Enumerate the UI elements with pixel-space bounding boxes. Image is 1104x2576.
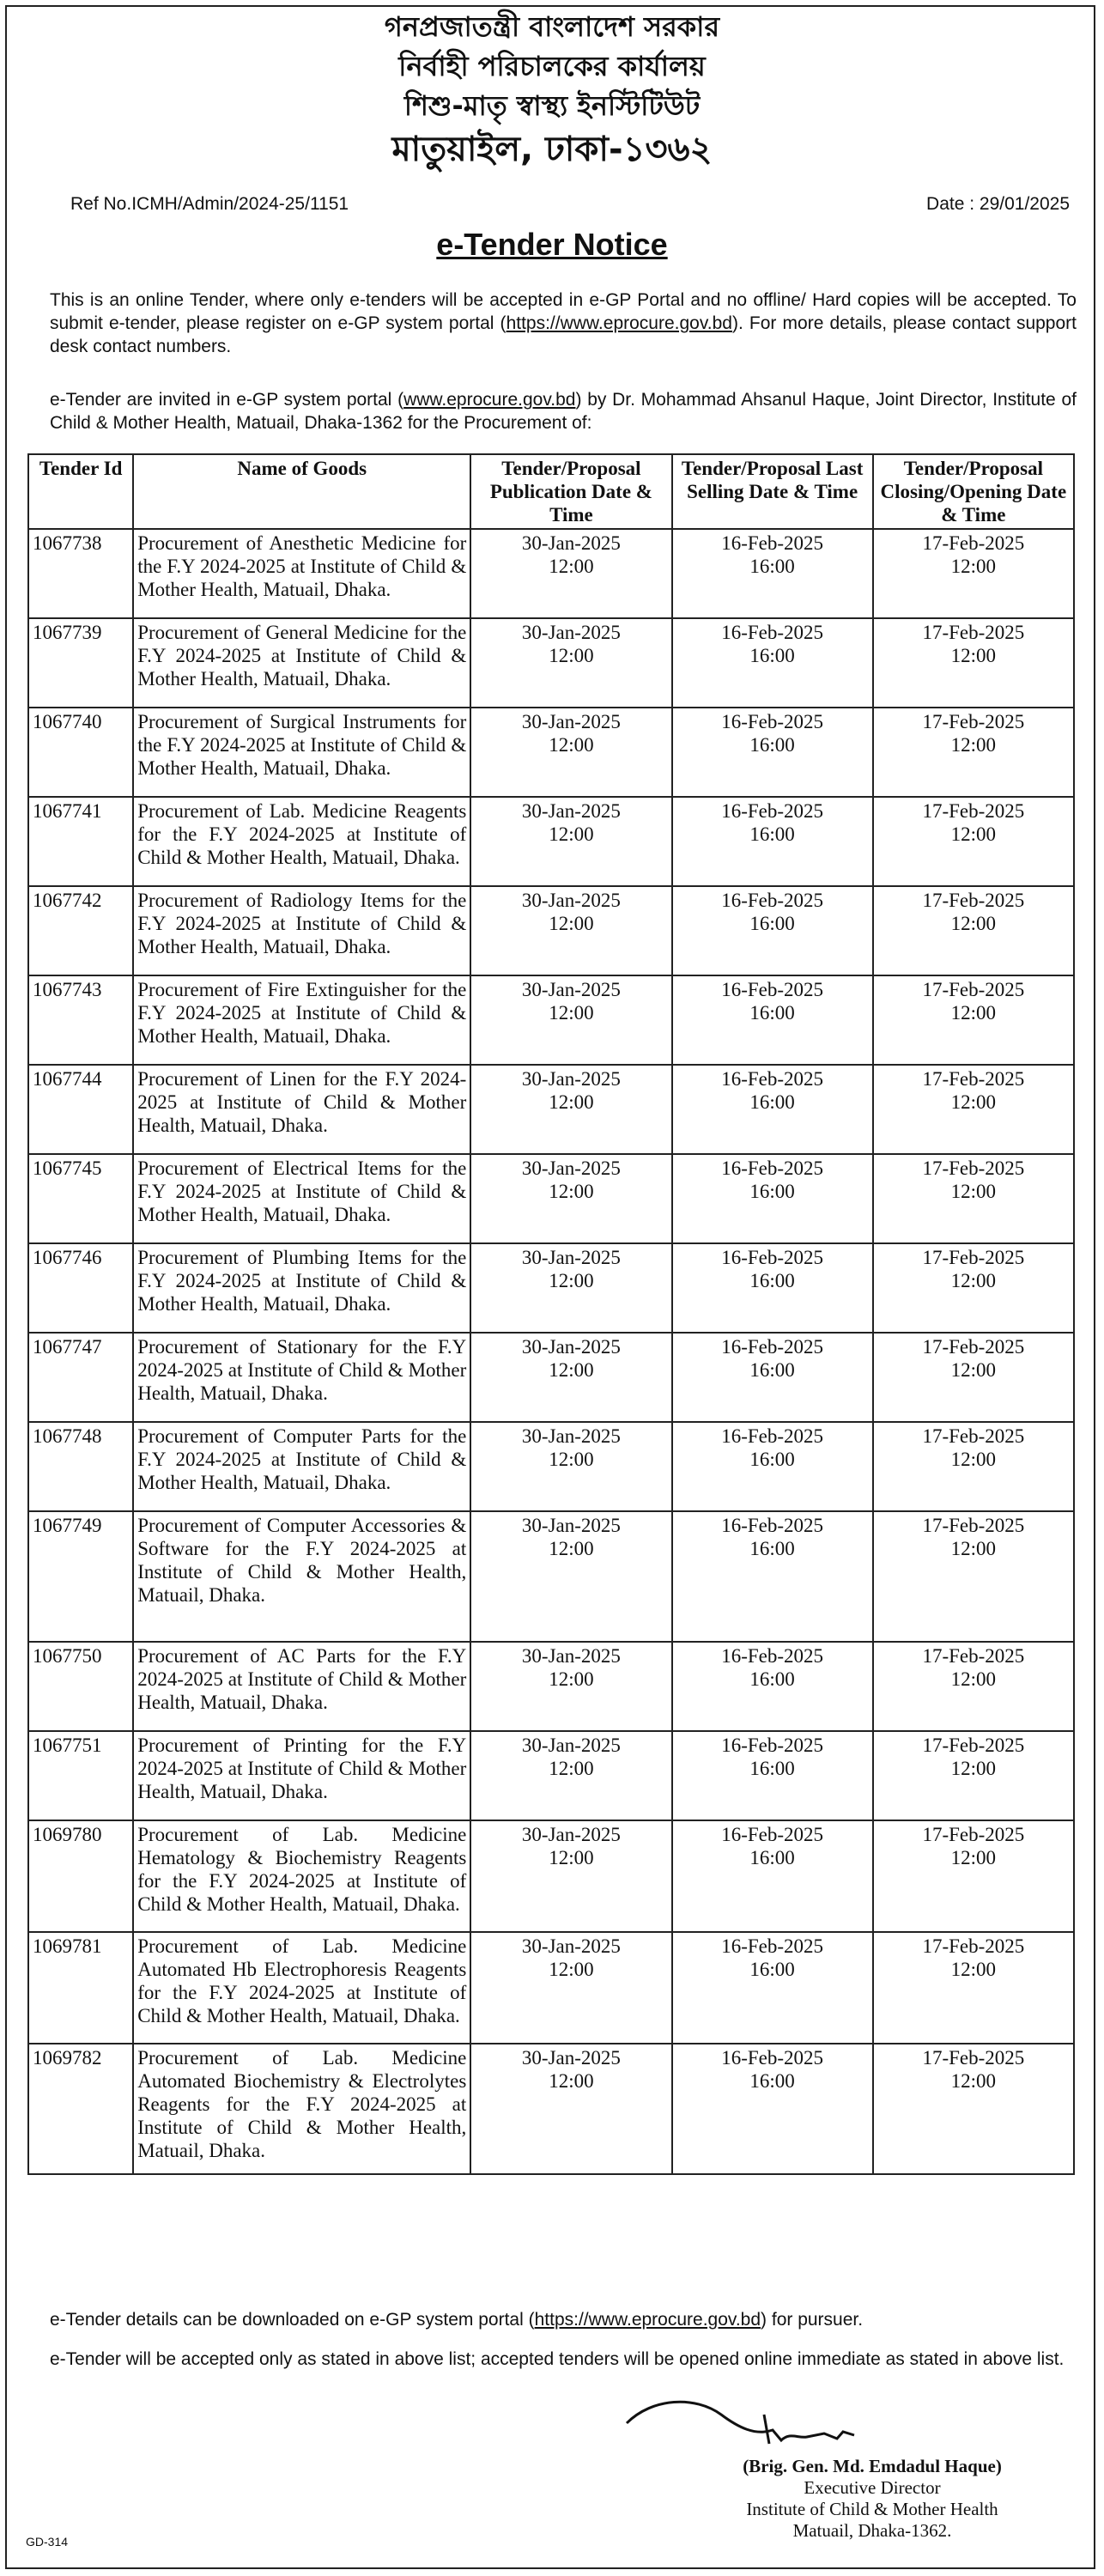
goods-name-cell	[133, 1731, 470, 1820]
cell-close-date: 17-Feb-2025	[922, 622, 1025, 643]
publication-date-cell	[470, 1820, 671, 1932]
signature-scribble	[618, 2389, 901, 2458]
closing-date-cell	[873, 1422, 1074, 1511]
closing-date-cell	[873, 1731, 1074, 1820]
cell-pub-time: 12:00	[549, 1449, 594, 1470]
last-selling-date-cell	[672, 1932, 873, 2044]
cell-goods: Procurement of Lab. Medicine Automated Hb Electrophoresis Reagents for the F.Y 2024-2025 at Institute of Child & Mother Health, Matuail, Dhaka.	[137, 1935, 467, 2026]
eprocure-link-2[interactable]: www.eprocure.gov.bd	[403, 390, 576, 410]
cell-pub-date: 30-Jan-2025	[521, 1645, 621, 1667]
publication-date-cell	[470, 2044, 671, 2174]
publication-date-cell	[470, 1065, 671, 1154]
cell-goods: Procurement of Anesthetic Medicine for the F.Y 2024-2025 at Institute of Child & Mother Health, Matuail, Dhaka.	[137, 532, 467, 600]
cell-goods: Procurement of Lab. Medicine Reagents for the F.Y 2024-2025 at Institute of Child & Mother Health, Matuail, Dhaka.	[137, 800, 467, 868]
publication-date-cell	[470, 618, 671, 708]
cell-goods: Procurement of Fire Extinguisher for the F.Y 2024-2025 at Institute of Child & Mother Health, Matuail, Dhaka.	[137, 979, 467, 1047]
signatory-name: (Brig. Gen. Md. Emdadul Haque)	[743, 2456, 1002, 2476]
cell-pub-time: 12:00	[549, 1959, 594, 1980]
tender-table	[27, 453, 1075, 2175]
goods-name-cell	[133, 1333, 470, 1422]
cell-close-time: 12:00	[950, 2070, 997, 2092]
cell-close-date: 17-Feb-2025	[922, 1247, 1025, 1268]
cell-pub-date: 30-Jan-2025	[521, 532, 621, 554]
cell-sell-date: 16-Feb-2025	[721, 1645, 824, 1667]
cell-close-date: 17-Feb-2025	[922, 711, 1025, 732]
cell-close-time: 12:00	[950, 1359, 997, 1381]
goods-name-cell	[133, 1065, 470, 1154]
table-row	[28, 2044, 1074, 2174]
closing-date-cell	[873, 529, 1074, 618]
goods-name-cell	[133, 1511, 470, 1642]
cell-sell-date: 16-Feb-2025	[721, 1515, 824, 1536]
table-row	[28, 708, 1074, 797]
last-selling-date-cell	[672, 529, 873, 618]
cell-close-date: 17-Feb-2025	[922, 1645, 1025, 1667]
tender-id-cell	[28, 1333, 133, 1422]
table-row	[28, 1731, 1074, 1820]
cell-id: 1067740	[33, 711, 102, 732]
download-paragraph	[50, 2308, 1077, 2331]
cell-pub-date: 30-Jan-2025	[521, 2047, 621, 2069]
table-row	[28, 1154, 1074, 1243]
tender-id-cell	[28, 1511, 133, 1642]
signature-block	[692, 2456, 1052, 2542]
tender-id-cell	[28, 886, 133, 975]
eprocure-link[interactable]: https://www.eprocure.gov.bd	[506, 313, 732, 333]
cell-sell-time: 16:00	[749, 1847, 795, 1868]
header-line-address: মাতুয়াইল, ঢাকা-১৩৬২	[391, 130, 713, 169]
publication-date-cell	[470, 1243, 671, 1333]
tender-id-cell	[28, 2044, 133, 2174]
cell-pub-time: 12:00	[549, 1847, 594, 1868]
closing-date-cell	[873, 1065, 1074, 1154]
table-row	[28, 1333, 1074, 1422]
cell-sell-time: 16:00	[749, 1538, 795, 1559]
cell-pub-date: 30-Jan-2025	[521, 1157, 621, 1179]
signatory-title: Executive Director	[804, 2477, 941, 2498]
tender-id-cell	[28, 1422, 133, 1511]
last-selling-date-cell	[672, 1154, 873, 1243]
cell-close-date: 17-Feb-2025	[922, 2047, 1025, 2069]
notice-title: e-Tender Notice	[436, 227, 668, 262]
goods-name-cell	[133, 797, 470, 886]
last-selling-date-cell	[672, 886, 873, 975]
cell-close-date: 17-Feb-2025	[922, 1157, 1025, 1179]
goods-name-cell	[133, 1932, 470, 2044]
table-row	[28, 1243, 1074, 1333]
cell-goods: Procurement of Electrical Items for the F.Y 2024-2025 at Institute of Child & Mother Health, Matuail, Dhaka.	[137, 1157, 467, 1225]
last-selling-date-cell	[672, 2044, 873, 2174]
cell-id: 1067741	[33, 800, 102, 822]
tender-id-cell	[28, 1642, 133, 1731]
cell-goods: Procurement of Linen for the F.Y 2024-2025 at Institute of Child & Mother Health, Matuail, Dhaka.	[137, 1068, 467, 1136]
goods-name-cell	[133, 1154, 470, 1243]
cell-pub-time: 12:00	[549, 556, 594, 577]
cell-sell-date: 16-Feb-2025	[721, 800, 824, 822]
closing-date-cell	[873, 797, 1074, 886]
cell-id: 1067739	[33, 622, 102, 643]
table-row	[28, 1511, 1074, 1642]
cell-sell-time: 16:00	[749, 1758, 795, 1779]
invitation-paragraph	[50, 388, 1077, 434]
cell-close-time: 12:00	[950, 645, 997, 666]
cell-pub-time: 12:00	[549, 1270, 594, 1291]
header-last-selling-date: Tender/Proposal Last Selling Date & Time	[672, 454, 873, 529]
cell-sell-date: 16-Feb-2025	[721, 1068, 824, 1090]
cell-goods: Procurement of Plumbing Items for the F.Y 2024-2025 at Institute of Child & Mother Health, Matuail, Dhaka.	[137, 1247, 467, 1315]
tender-id-cell	[28, 618, 133, 708]
cell-pub-date: 30-Jan-2025	[521, 1935, 621, 1957]
cell-pub-time: 12:00	[549, 823, 594, 845]
cell-sell-date: 16-Feb-2025	[721, 1247, 824, 1268]
cell-id: 1067744	[33, 1068, 102, 1090]
cell-id: 1067738	[33, 532, 102, 554]
cell-close-date: 17-Feb-2025	[922, 1935, 1025, 1957]
cell-id: 1067745	[33, 1157, 102, 1179]
cell-sell-time: 16:00	[749, 556, 795, 577]
tender-id-cell	[28, 1932, 133, 2044]
cell-close-date: 17-Feb-2025	[922, 1425, 1025, 1447]
cell-pub-time: 12:00	[549, 2070, 594, 2092]
goods-name-cell	[133, 975, 470, 1065]
cell-id: 1067747	[33, 1336, 102, 1358]
header-tender-id: Tender Id	[28, 454, 133, 529]
cell-pub-date: 30-Jan-2025	[521, 711, 621, 732]
cell-id: 1067742	[33, 890, 102, 911]
last-selling-date-cell	[672, 1820, 873, 1932]
cell-close-date: 17-Feb-2025	[922, 979, 1025, 1000]
cell-sell-time: 16:00	[749, 645, 795, 666]
publication-date-cell	[470, 1333, 671, 1422]
cell-close-date: 17-Feb-2025	[922, 1824, 1025, 1845]
acceptance-paragraph: e-Tender will be accepted only as stated in above list; accepted tenders will be opened online immediate as stated in above list.	[50, 2349, 1065, 2369]
cell-pub-time: 12:00	[549, 1359, 594, 1381]
cell-id: 1067751	[33, 1735, 102, 1756]
cell-close-date: 17-Feb-2025	[922, 532, 1025, 554]
last-selling-date-cell	[672, 975, 873, 1065]
cell-pub-time: 12:00	[549, 1181, 594, 1202]
cell-sell-date: 16-Feb-2025	[721, 1824, 824, 1845]
cell-close-time: 12:00	[950, 1449, 997, 1470]
cell-pub-date: 30-Jan-2025	[521, 979, 621, 1000]
goods-name-cell	[133, 1820, 470, 1932]
cell-sell-date: 16-Feb-2025	[721, 1336, 824, 1358]
cell-close-time: 12:00	[950, 734, 997, 756]
last-selling-date-cell	[672, 797, 873, 886]
last-selling-date-cell	[672, 1511, 873, 1642]
download-text-end: ) for pursuer.	[761, 2310, 864, 2330]
gd-code: GD-314	[26, 2535, 69, 2549]
cell-sell-date: 16-Feb-2025	[721, 1735, 824, 1756]
table-row	[28, 886, 1074, 975]
goods-name-cell	[133, 2044, 470, 2174]
cell-sell-date: 16-Feb-2025	[721, 1157, 824, 1179]
cell-sell-time: 16:00	[749, 734, 795, 756]
goods-name-cell	[133, 708, 470, 797]
cell-close-time: 12:00	[950, 556, 997, 577]
last-selling-date-cell	[672, 618, 873, 708]
cell-close-date: 17-Feb-2025	[922, 890, 1025, 911]
cell-sell-date: 16-Feb-2025	[721, 711, 824, 732]
tender-id-cell	[28, 797, 133, 886]
closing-date-cell	[873, 1154, 1074, 1243]
cell-goods: Procurement of Lab. Medicine Automated Biochemistry & Electrolytes Reagents for the F.Y 2024-2025 at Institute of Child & Mother Health, Matuail, Dhaka.	[137, 2047, 467, 2161]
cell-pub-time: 12:00	[549, 1758, 594, 1779]
cell-sell-time: 16:00	[749, 1270, 795, 1291]
tender-id-cell	[28, 1731, 133, 1820]
cell-id: 1067746	[33, 1247, 102, 1268]
cell-pub-time: 12:00	[549, 913, 594, 934]
cell-close-date: 17-Feb-2025	[922, 1515, 1025, 1536]
publication-date-cell	[470, 886, 671, 975]
closing-date-cell	[873, 2044, 1074, 2174]
cell-goods: Procurement of Stationary for the F.Y 2024-2025 at Institute of Child & Mother Health, Matuail, Dhaka.	[137, 1336, 467, 1404]
closing-date-cell	[873, 618, 1074, 708]
cell-goods: Procurement of Surgical Instruments for the F.Y 2024-2025 at Institute of Child & Mother Health, Matuail, Dhaka.	[137, 711, 467, 779]
eprocure-link-3[interactable]: https://www.eprocure.gov.bd	[534, 2310, 761, 2330]
cell-close-time: 12:00	[950, 1758, 997, 1779]
publication-date-cell	[470, 797, 671, 886]
cell-close-time: 12:00	[950, 1181, 997, 1202]
cell-sell-time: 16:00	[749, 1091, 795, 1113]
header-line-government: গনপ্রজাতন্ত্রী বাংলাদেশ সরকার	[384, 10, 720, 43]
table-row	[28, 1065, 1074, 1154]
cell-pub-time: 12:00	[549, 734, 594, 756]
closing-date-cell	[873, 708, 1074, 797]
letterhead	[0, 7, 1104, 173]
closing-date-cell	[873, 1243, 1074, 1333]
cell-id: 1067749	[33, 1515, 102, 1536]
cell-sell-time: 16:00	[749, 913, 795, 934]
cell-pub-date: 30-Jan-2025	[521, 622, 621, 643]
cell-sell-time: 16:00	[749, 1002, 795, 1024]
cell-sell-time: 16:00	[749, 1449, 795, 1470]
cell-close-time: 12:00	[950, 1847, 997, 1868]
cell-id: 1069780	[33, 1824, 102, 1845]
tender-id-cell	[28, 1820, 133, 1932]
last-selling-date-cell	[672, 1065, 873, 1154]
cell-sell-date: 16-Feb-2025	[721, 1935, 824, 1957]
cell-close-time: 12:00	[950, 1959, 997, 1980]
publication-date-cell	[470, 708, 671, 797]
last-selling-date-cell	[672, 1731, 873, 1820]
table-row	[28, 975, 1074, 1065]
cell-close-date: 17-Feb-2025	[922, 1336, 1025, 1358]
cell-goods: Procurement of Computer Parts for the F.Y 2024-2025 at Institute of Child & Mother Health, Matuail, Dhaka.	[137, 1425, 467, 1493]
cell-goods: Procurement of Lab. Medicine Hematology & Biochemistry Reagents for the F.Y 2024-2025 at Institute of Child & Mother Health, Matuail, Dhaka.	[137, 1824, 467, 1915]
cell-sell-time: 16:00	[749, 1181, 795, 1202]
tender-id-cell	[28, 1154, 133, 1243]
cell-close-time: 12:00	[950, 1668, 997, 1690]
publication-date-cell	[470, 1932, 671, 2044]
cell-close-time: 12:00	[950, 913, 997, 934]
table-header-row	[28, 454, 1074, 529]
table-row	[28, 1422, 1074, 1511]
cell-goods: Procurement of Printing for the F.Y 2024-2025 at Institute of Child & Mother Health, Matuail, Dhaka.	[137, 1735, 467, 1802]
last-selling-date-cell	[672, 708, 873, 797]
intro-text-end: ). For more details, please contact support desk contact numbers.	[50, 313, 1077, 356]
cell-pub-date: 30-Jan-2025	[521, 1425, 621, 1447]
cell-goods: Procurement of AC Parts for the F.Y 2024-2025 at Institute of Child & Mother Health, Matuail, Dhaka.	[137, 1645, 467, 1713]
cell-close-time: 12:00	[950, 1091, 997, 1113]
invite-text-end: ) by Dr. Mohammad Ahsanul Haque, Joint Director, Institute of Child & Mother Health, Matuail, Dhaka-1362 for the Procurement of:	[50, 390, 1077, 433]
intro-text: This is an online Tender, where only e-tenders will be accepted in e-GP Portal and no offline/ Hard copies will be accepted. To submit e-tender, please register on e-GP system portal (	[50, 290, 1077, 333]
last-selling-date-cell	[672, 1642, 873, 1731]
cell-pub-date: 30-Jan-2025	[521, 1735, 621, 1756]
signatory-address: Matuail, Dhaka-1362.	[792, 2520, 952, 2541]
cell-id: 1067750	[33, 1645, 102, 1667]
cell-goods: Procurement of Radiology Items for the F.Y 2024-2025 at Institute of Child & Mother Health, Matuail, Dhaka.	[137, 890, 467, 957]
cell-close-date: 17-Feb-2025	[922, 800, 1025, 822]
header-name-of-goods: Name of Goods	[133, 454, 470, 529]
goods-name-cell	[133, 618, 470, 708]
goods-name-cell	[133, 1642, 470, 1731]
cell-pub-time: 12:00	[549, 1538, 594, 1559]
table-row	[28, 1932, 1074, 2044]
notice-date: Date : 29/01/2025	[926, 194, 1070, 214]
cell-close-date: 17-Feb-2025	[922, 1735, 1025, 1756]
cell-sell-date: 16-Feb-2025	[721, 1425, 824, 1447]
cell-sell-date: 16-Feb-2025	[721, 532, 824, 554]
goods-name-cell	[133, 1243, 470, 1333]
cell-id: 1067748	[33, 1425, 102, 1447]
publication-date-cell	[470, 1642, 671, 1731]
cell-goods: Procurement of General Medicine for the F.Y 2024-2025 at Institute of Child & Mother Health, Matuail, Dhaka.	[137, 622, 467, 690]
cell-close-time: 12:00	[950, 1002, 997, 1024]
cell-id: 1069781	[33, 1935, 102, 1957]
publication-date-cell	[470, 1511, 671, 1642]
goods-name-cell	[133, 529, 470, 618]
closing-date-cell	[873, 1820, 1074, 1932]
closing-date-cell	[873, 1642, 1074, 1731]
cell-sell-time: 16:00	[749, 823, 795, 845]
download-text: e-Tender details can be downloaded on e-GP system portal (	[50, 2310, 535, 2330]
cell-sell-date: 16-Feb-2025	[721, 979, 824, 1000]
cell-sell-time: 16:00	[749, 1359, 795, 1381]
reference-number: Ref No.ICMH/Admin/2024-25/1151	[70, 194, 349, 214]
closing-date-cell	[873, 975, 1074, 1065]
cell-close-date: 17-Feb-2025	[922, 1068, 1025, 1090]
table-row	[28, 797, 1074, 886]
closing-date-cell	[873, 886, 1074, 975]
table-row	[28, 1642, 1074, 1731]
invite-text: e-Tender are invited in e-GP system portal (	[50, 390, 404, 410]
tender-id-cell	[28, 1243, 133, 1333]
cell-pub-time: 12:00	[549, 645, 594, 666]
tender-id-cell	[28, 1065, 133, 1154]
tender-id-cell	[28, 708, 133, 797]
table-row	[28, 529, 1074, 618]
closing-date-cell	[873, 1333, 1074, 1422]
cell-sell-time: 16:00	[749, 1668, 795, 1690]
cell-pub-time: 12:00	[549, 1002, 594, 1024]
cell-close-time: 12:00	[950, 1270, 997, 1291]
cell-pub-date: 30-Jan-2025	[521, 1247, 621, 1268]
cell-pub-time: 12:00	[549, 1091, 594, 1113]
cell-sell-time: 16:00	[749, 2070, 795, 2092]
cell-sell-date: 16-Feb-2025	[721, 2047, 824, 2069]
cell-sell-date: 16-Feb-2025	[721, 890, 824, 911]
cell-pub-date: 30-Jan-2025	[521, 1515, 621, 1536]
cell-pub-date: 30-Jan-2025	[521, 800, 621, 822]
last-selling-date-cell	[672, 1243, 873, 1333]
cell-id: 1067743	[33, 979, 102, 1000]
closing-date-cell	[873, 1511, 1074, 1642]
intro-paragraph	[50, 289, 1077, 358]
cell-id: 1069782	[33, 2047, 102, 2069]
header-closing-opening-date: Tender/Proposal Closing/Opening Date & Time	[873, 454, 1074, 529]
publication-date-cell	[470, 1422, 671, 1511]
publication-date-cell	[470, 1731, 671, 1820]
publication-date-cell	[470, 975, 671, 1065]
closing-date-cell	[873, 1932, 1074, 2044]
header-line-institute: শিশু-মাতৃ স্বাস্থ্য ইনস্টিটিউট	[403, 89, 701, 122]
cell-close-time: 12:00	[950, 823, 997, 845]
goods-name-cell	[133, 886, 470, 975]
cell-pub-date: 30-Jan-2025	[521, 890, 621, 911]
table-row	[28, 1820, 1074, 1932]
signatory-organization: Institute of Child & Mother Health	[746, 2499, 998, 2519]
last-selling-date-cell	[672, 1422, 873, 1511]
tender-id-cell	[28, 975, 133, 1065]
cell-close-time: 12:00	[950, 1538, 997, 1559]
last-selling-date-cell	[672, 1333, 873, 1422]
header-publication-date: Tender/Proposal Publication Date & Time	[470, 454, 671, 529]
publication-date-cell	[470, 529, 671, 618]
table-row	[28, 618, 1074, 708]
cell-sell-date: 16-Feb-2025	[721, 622, 824, 643]
cell-pub-date: 30-Jan-2025	[521, 1068, 621, 1090]
cell-sell-time: 16:00	[749, 1959, 795, 1980]
header-line-office: নির্বাহী পরিচালকের কার্যালয়	[398, 50, 706, 82]
cell-pub-date: 30-Jan-2025	[521, 1336, 621, 1358]
cell-pub-time: 12:00	[549, 1668, 594, 1690]
goods-name-cell	[133, 1422, 470, 1511]
tender-id-cell	[28, 529, 133, 618]
publication-date-cell	[470, 1154, 671, 1243]
cell-pub-date: 30-Jan-2025	[521, 1824, 621, 1845]
cell-goods: Procurement of Computer Accessories & Software for the F.Y 2024-2025 at Institute of Child & Mother Health, Matuail, Dhaka.	[137, 1515, 467, 1606]
